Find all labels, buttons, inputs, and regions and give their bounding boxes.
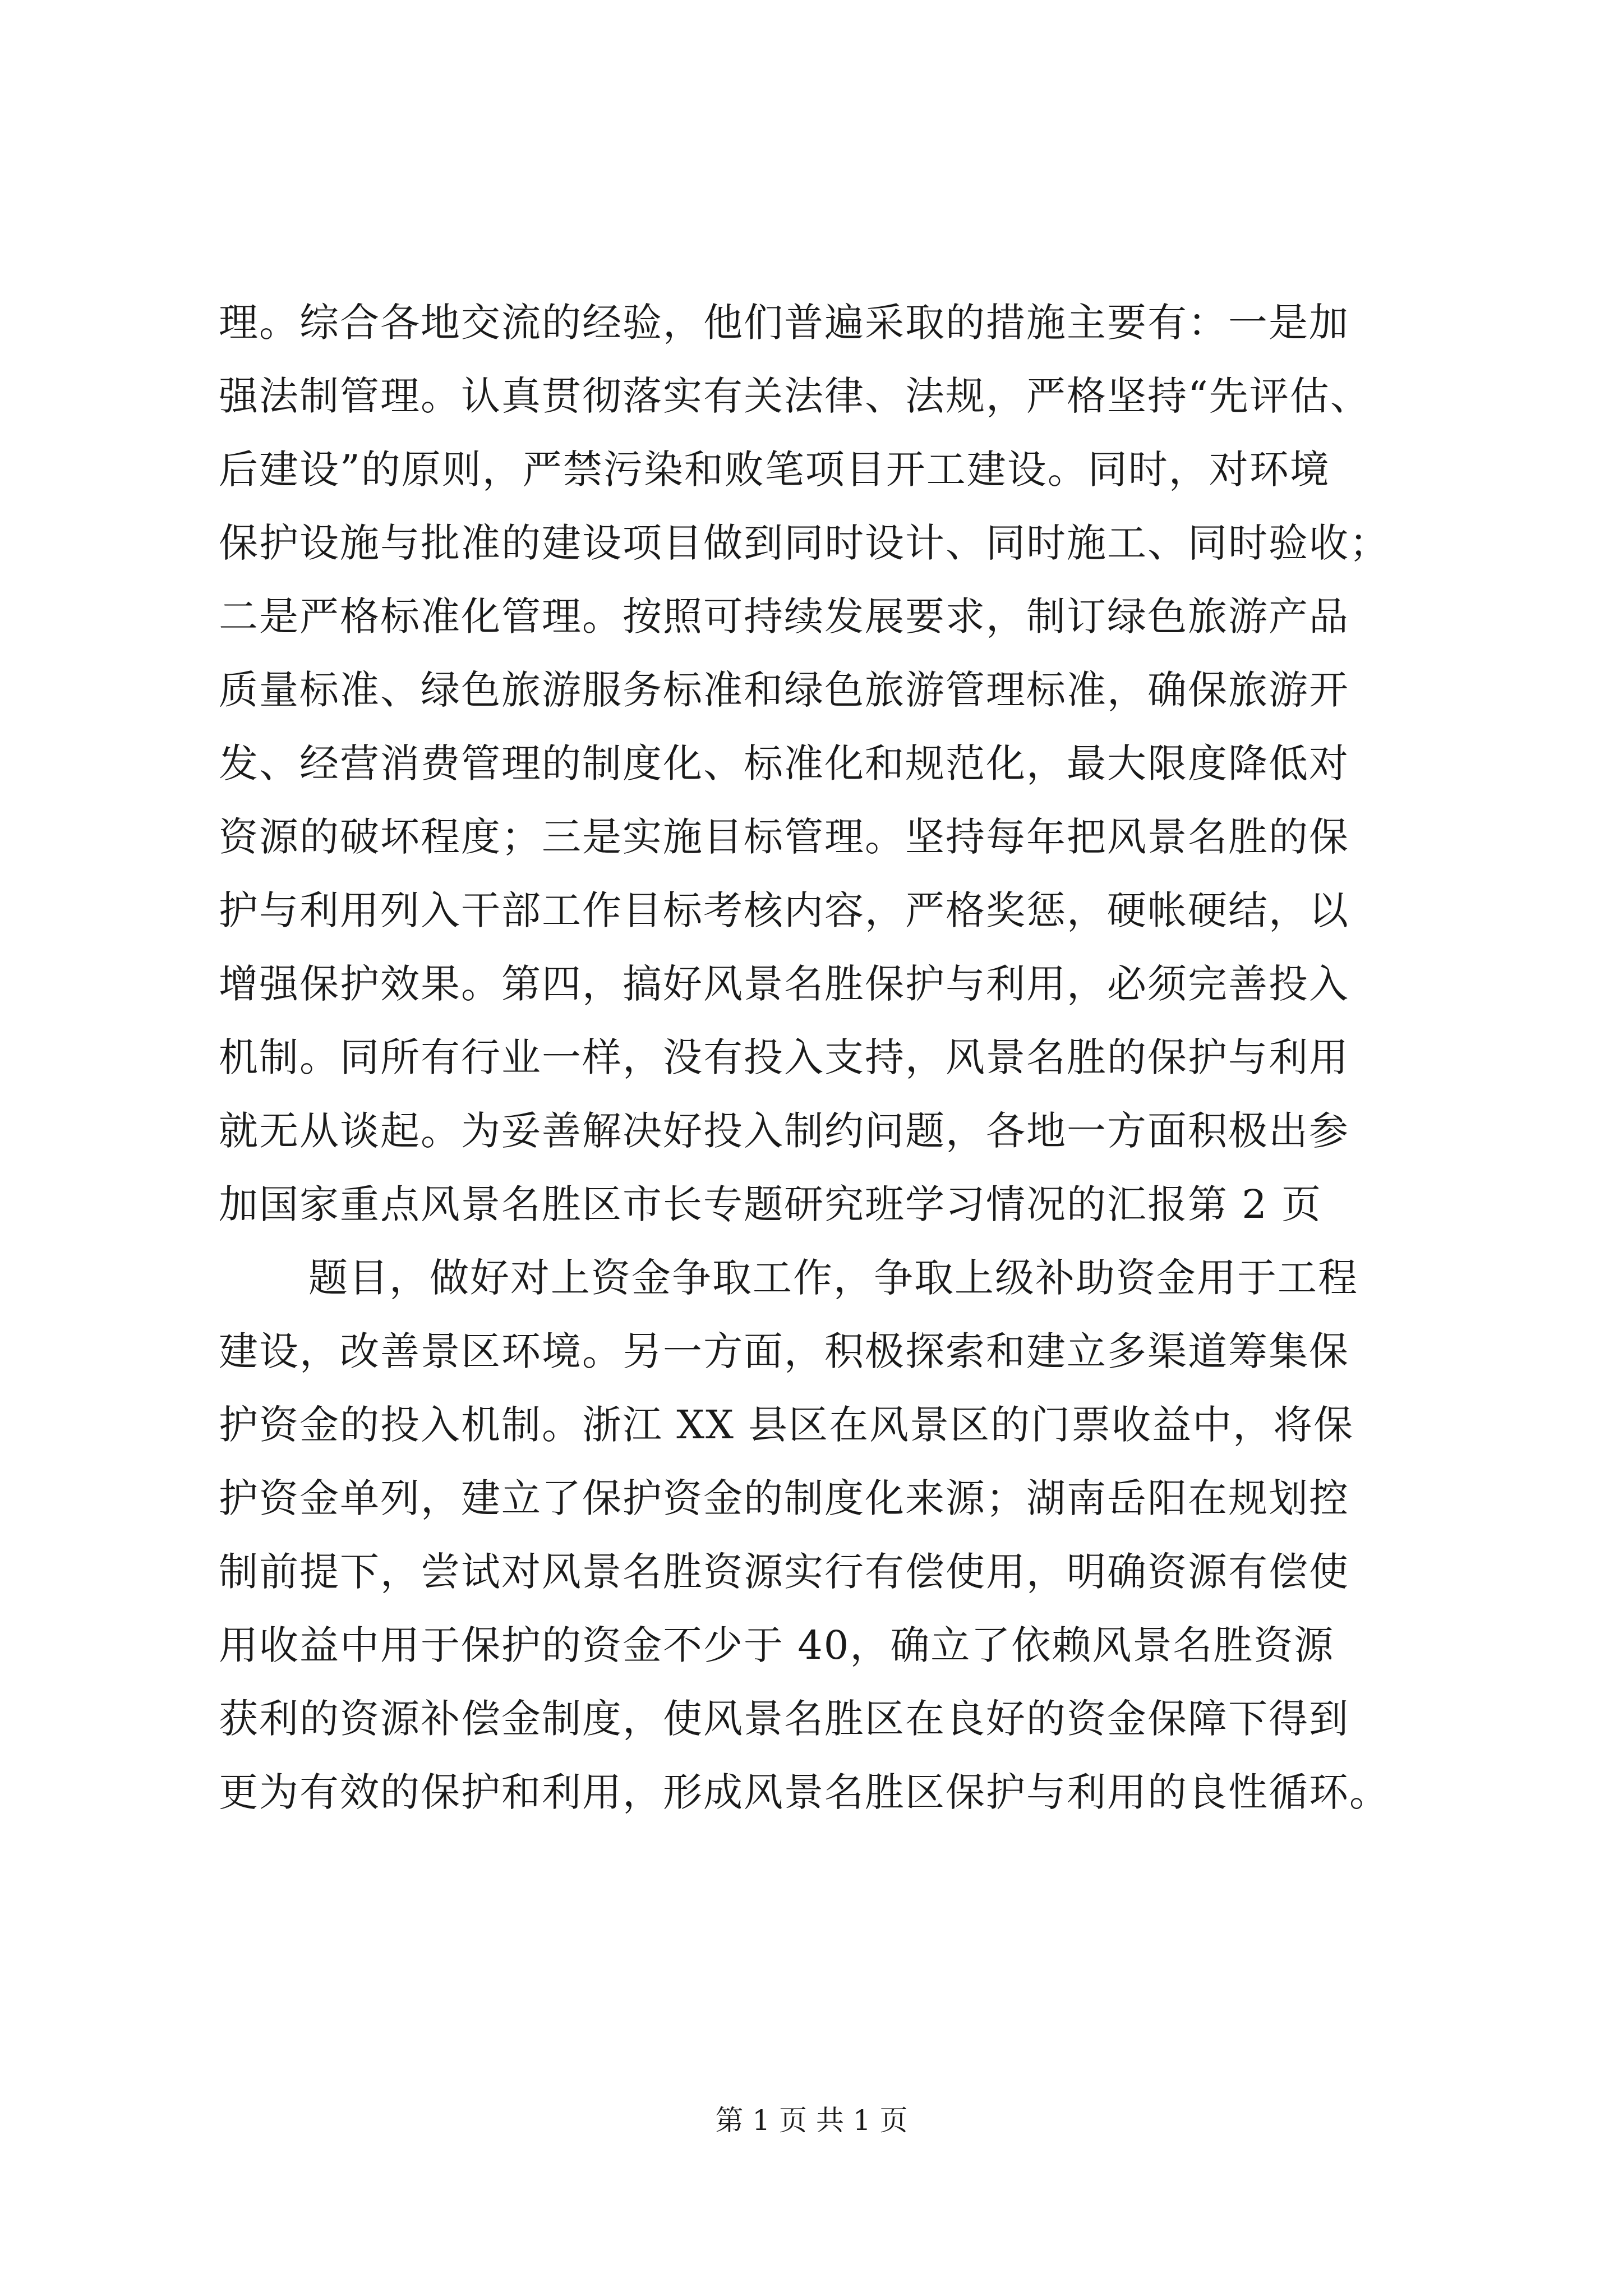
text-line: 机制。同所有行业一样，没有投入支持，风景名胜的保护与利用 xyxy=(219,1034,1349,1080)
text-line: 理。综合各地交流的经验，他们普遍采取的措施主要有：一是加 xyxy=(219,300,1349,346)
text-line: 资源的破坏程度；三是实施目标管理。坚持每年把风景名胜的保 xyxy=(219,814,1349,860)
paragraph-start-line: 题目，做好对上资金争取工作，争取上级补助资金用于工程 xyxy=(308,1255,1358,1301)
text-line: 获利的资源补偿金制度，使风景名胜区在良好的资金保障下得到 xyxy=(219,1696,1349,1742)
text-line: 增强保护效果。第四，搞好风景名胜保护与利用，必须完善投入 xyxy=(219,961,1349,1007)
text-line: 保护设施与批准的建设项目做到同时设计、同时施工、同时验收； xyxy=(219,520,1390,566)
text-line: 更为有效的保护和利用，形成风景名胜区保护与利用的良性循环。 xyxy=(219,1769,1390,1815)
text-line: 加国家重点风景名胜区市长专题研究班学习情况的汇报第 2 页 xyxy=(219,1181,1322,1227)
text-line: 制前提下，尝试对风景名胜资源实行有偿使用，明确资源有偿使 xyxy=(219,1549,1349,1595)
text-line: 建设，改善景区环境。另一方面，积极探索和建立多渠道筹集保 xyxy=(219,1328,1349,1374)
text-line: 二是严格标准化管理。按照可持续发展要求，制订绿色旅游产品 xyxy=(219,593,1349,639)
page-number-label: 第 1 页 共 1 页 xyxy=(715,2104,908,2137)
text-line: 护与利用列入干部工作目标考核内容，严格奖惩，硬帐硬结，以 xyxy=(219,887,1349,933)
text-line: 后建设”的原则，严禁污染和败笔项目开工建设。同时，对环境 xyxy=(219,447,1330,493)
body-text xyxy=(219,286,1408,1829)
text-line: 就无从谈起。为妥善解决好投入制约问题，各地一方面积极出参 xyxy=(219,1108,1349,1154)
text-line: 强法制管理。认真贯彻落实有关法律、法规，严格坚持“先评估、 xyxy=(219,373,1371,419)
text-line: 质量标准、绿色旅游服务标准和绿色旅游管理标准，确保旅游开 xyxy=(219,667,1349,713)
text-line: 护资金的投入机制。浙江 XX 县区在风景区的门票收益中，将保 xyxy=(219,1402,1354,1448)
text-line: 发、经营消费管理的制度化、标准化和规范化，最大限度降低对 xyxy=(219,740,1349,786)
text-line: 用收益中用于保护的资金不少于 40，确立了依赖风景名胜资源 xyxy=(219,1622,1335,1668)
text-line: 护资金单列，建立了保护资金的制度化来源；湖南岳阳在规划控 xyxy=(219,1475,1349,1521)
page-footer xyxy=(0,2101,1623,2140)
